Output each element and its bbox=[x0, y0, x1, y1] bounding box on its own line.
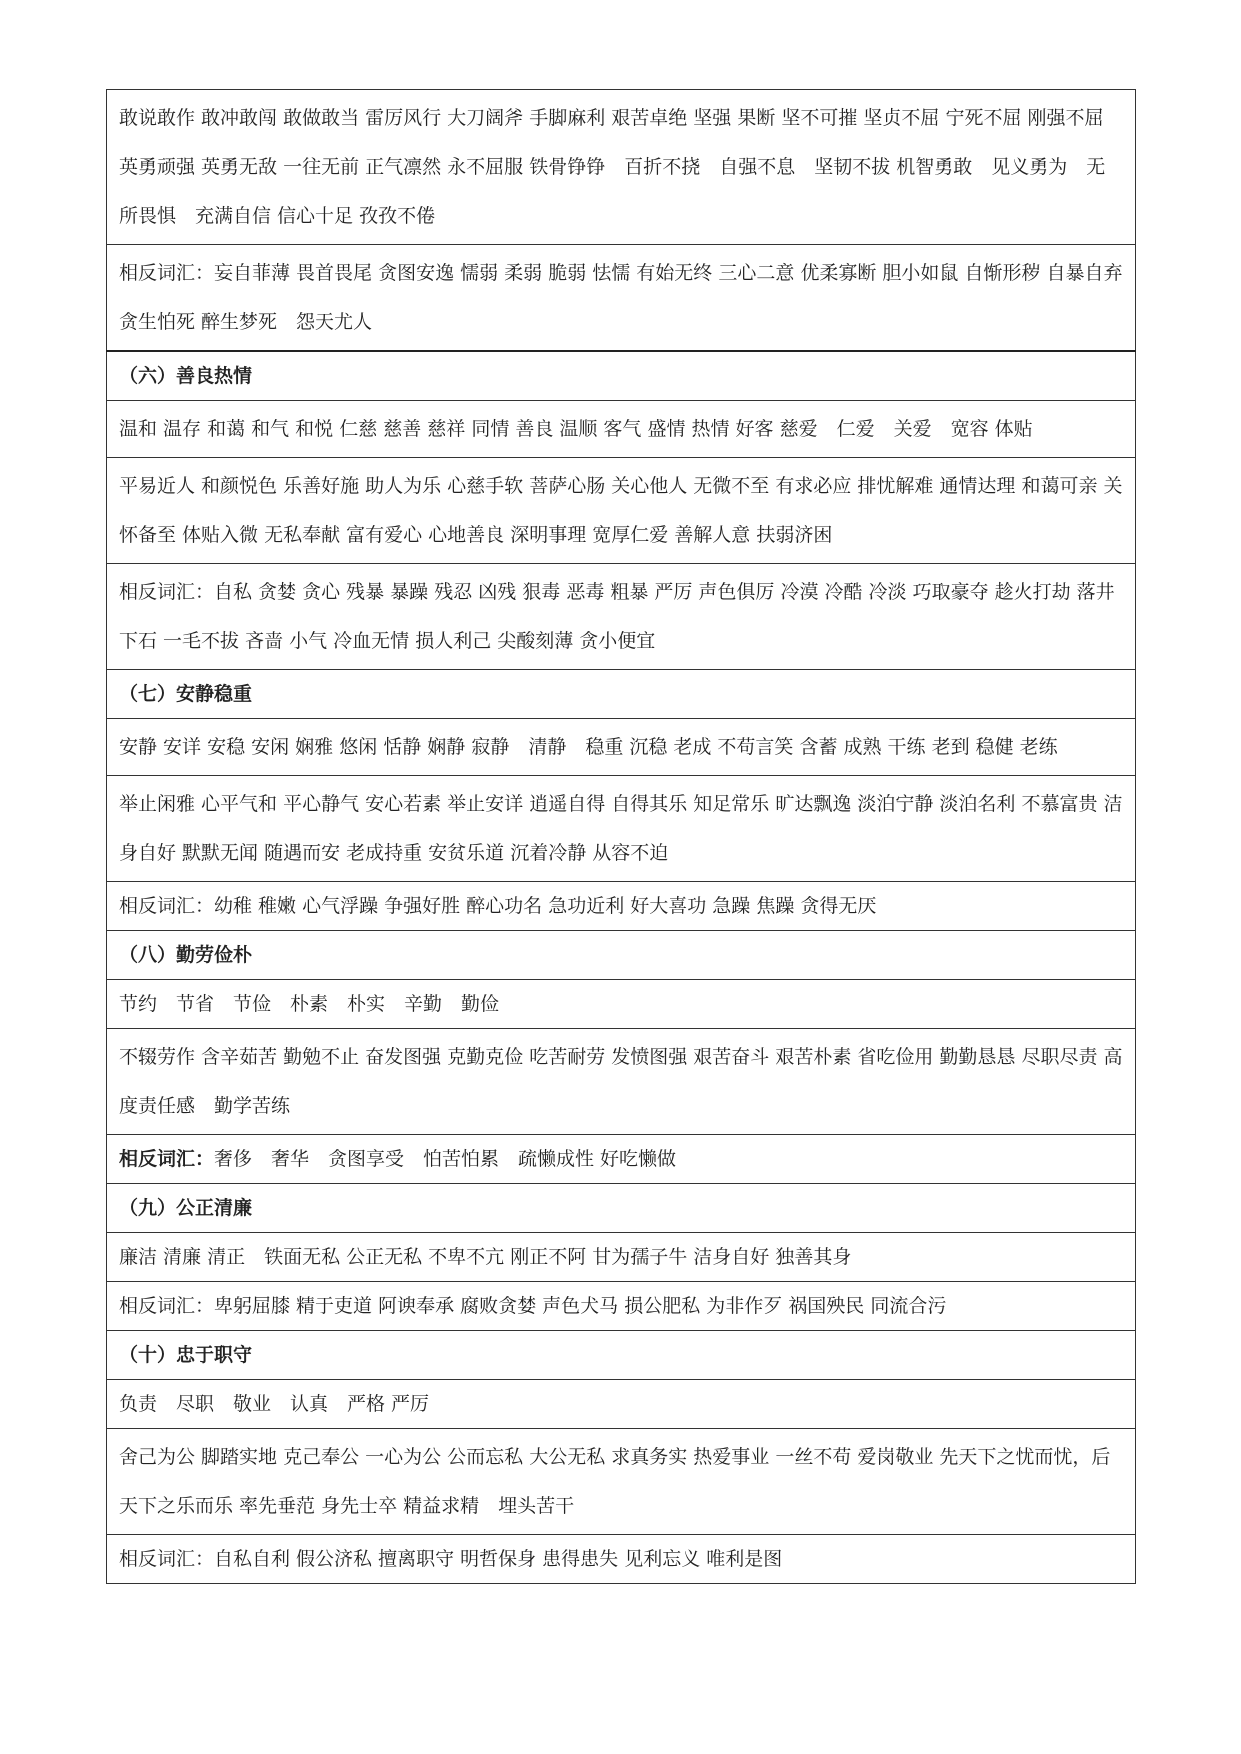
section10-idioms: 舍己为公 脚踏实地 克己奉公 一心为公 公而忘私 大公无私 求真务实 热爱事业 一丝不苟 爱岗敬业 先天下之忧而忧，后天下之乐而乐 率先垂范 身先士卒 精益求精 埋头苦干 bbox=[107, 1429, 1136, 1535]
table-row bbox=[107, 670, 1136, 719]
table-row bbox=[107, 931, 1136, 980]
section9-antonyms: 相反词汇：卑躬屈膝 精于吏道 阿谀奉承 腐败贪婪 声色犬马 损公肥私 为非作歹 祸国殃民 同流合污 bbox=[107, 1282, 1136, 1331]
section6-antonyms: 相反词汇：自私 贪婪 贪心 残暴 暴躁 残忍 凶残 狠毒 恶毒 粗暴 严厉 声色俱厉 冷漠 冷酷 冷淡 巧取豪夺 趁火打劫 落井下石 一毛不拔 吝啬 小气 冷血无情 损人利己 尖酸刻薄 贪小便宜 bbox=[107, 564, 1136, 670]
table-row bbox=[107, 458, 1136, 564]
section6-idioms: 平易近人 和颜悦色 乐善好施 助人为乐 心慈手软 菩萨心肠 关心他人 无微不至 有求必应 排忧解难 通情达理 和蔼可亲 关怀备至 体贴入微 无私奉献 富有爱心 心地善良 深明事理 宽厚仁爱 善解人意 扶弱济困 bbox=[107, 458, 1136, 564]
section7-idioms: 举止闲雅 心平气和 平心静气 安心若素 举止安详 逍遥自得 自得其乐 知足常乐 旷达飘逸 淡泊宁静 淡泊名利 不慕富贵 洁身自好 默默无闻 随遇而安 老成持重 安贫乐道 沉着冷静 从容不迫 bbox=[107, 776, 1136, 882]
vocabulary-table bbox=[106, 89, 1136, 1584]
table-row bbox=[107, 1135, 1136, 1184]
table-row bbox=[107, 980, 1136, 1029]
table-row bbox=[107, 882, 1136, 931]
table-row bbox=[107, 245, 1136, 352]
table-row bbox=[107, 1429, 1136, 1535]
table-row bbox=[107, 351, 1136, 401]
section8-antonyms-label: 相反词汇： bbox=[119, 1148, 215, 1170]
table-row bbox=[107, 776, 1136, 882]
section5-positive-idioms: 敢说敢作 敢冲敢闯 敢做敢当 雷厉风行 大刀阔斧 手脚麻利 艰苦卓绝 坚强 果断 坚不可摧 坚贞不屈 宁死不屈 刚强不屈 英勇顽强 英勇无敌 一往无前 正气凛然 永不屈服 铁骨铮铮 百折不挠 自强不息 坚韧不拔 机智勇敢 见义勇为 无所畏惧 充满自信 信心十足 孜孜不倦 bbox=[107, 90, 1136, 245]
table-row bbox=[107, 1331, 1136, 1380]
table-row bbox=[107, 1029, 1136, 1135]
section5-antonyms: 相反词汇：妄自菲薄 畏首畏尾 贪图安逸 懦弱 柔弱 脆弱 怯懦 有始无终 三心二意 优柔寡断 胆小如鼠 自惭形秽 自暴自弃 贪生怕死 醉生梦死 怨天尤人 bbox=[107, 245, 1136, 352]
section7-title: （七）安静稳重 bbox=[107, 670, 1136, 719]
table-row bbox=[107, 564, 1136, 670]
section8-title: （八）勤劳俭朴 bbox=[107, 931, 1136, 980]
section7-antonyms: 相反词汇：幼稚 稚嫩 心气浮躁 争强好胜 醉心功名 急功近利 好大喜功 急躁 焦躁 贪得无厌 bbox=[107, 882, 1136, 931]
table-row bbox=[107, 1380, 1136, 1429]
section6-title: （六）善良热情 bbox=[107, 351, 1136, 401]
table-row bbox=[107, 90, 1136, 245]
section7-words: 安静 安详 安稳 安闲 娴雅 悠闲 恬静 娴静 寂静 清静 稳重 沉稳 老成 不苟言笑 含蓄 成熟 干练 老到 稳健 老练 bbox=[107, 719, 1136, 776]
section10-words: 负责 尽职 敬业 认真 严格 严厉 bbox=[107, 1380, 1136, 1429]
section8-words: 节约 节省 节俭 朴素 朴实 辛勤 勤俭 bbox=[107, 980, 1136, 1029]
section6-words: 温和 温存 和蔼 和气 和悦 仁慈 慈善 慈祥 同情 善良 温顺 客气 盛情 热情 好客 慈爱 仁爱 关爱 宽容 体贴 bbox=[107, 401, 1136, 458]
table-row bbox=[107, 1535, 1136, 1584]
table-row bbox=[107, 1282, 1136, 1331]
table-row bbox=[107, 401, 1136, 458]
table-row bbox=[107, 1233, 1136, 1282]
section10-antonyms: 相反词汇：自私自利 假公济私 擅离职守 明哲保身 患得患失 见利忘义 唯利是图 bbox=[107, 1535, 1136, 1584]
section10-title: （十）忠于职守 bbox=[107, 1331, 1136, 1380]
table-row bbox=[107, 719, 1136, 776]
section8-antonyms-row bbox=[107, 1135, 1136, 1184]
section8-antonyms: 奢侈 奢华 贪图享受 怕苦怕累 疏懒成性 好吃懒做 bbox=[214, 1148, 677, 1170]
section9-words: 廉洁 清廉 清正 铁面无私 公正无私 不卑不亢 刚正不阿 甘为孺子牛 洁身自好 独善其身 bbox=[107, 1233, 1136, 1282]
table-row bbox=[107, 1184, 1136, 1233]
section9-title: （九）公正清廉 bbox=[107, 1184, 1136, 1233]
section8-idioms: 不辍劳作 含辛茹苦 勤勉不止 奋发图强 克勤克俭 吃苦耐劳 发愤图强 艰苦奋斗 艰苦朴素 省吃俭用 勤勤恳恳 尽职尽责 高度责任感 勤学苦练 bbox=[107, 1029, 1136, 1135]
